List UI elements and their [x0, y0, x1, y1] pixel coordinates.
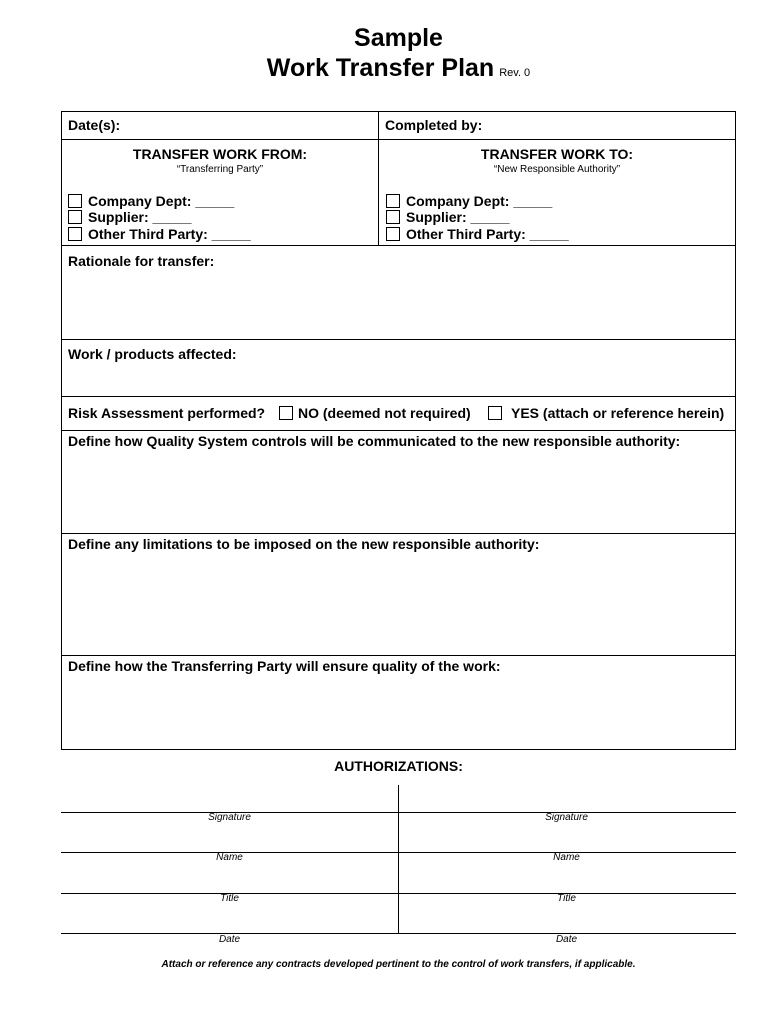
signature-label: Signature [208, 812, 251, 823]
transfer-from-heading: TRANSFER WORK FROM: [132, 146, 308, 162]
transfer-to-supplier-label: Supplier: _____ [406, 209, 510, 225]
document-subtitle: Work Transfer Plan [266, 54, 495, 82]
transfer-from-supplier-label: Supplier: _____ [88, 209, 192, 225]
signature-label: Signature [545, 812, 588, 823]
work-affected-row [62, 340, 735, 397]
transfer-to-other-party-label: Other Third Party: _____ [406, 226, 569, 242]
risk-assessment-no-checkbox[interactable] [279, 406, 293, 420]
document-subtitle-line [61, 53, 736, 88]
transfer-to-supplier-checkbox[interactable] [386, 210, 400, 224]
transfer-from-supplier-option [68, 209, 192, 225]
name-label: Name [216, 852, 243, 863]
transfer-to-subheading: “New Responsible Authority” [493, 164, 621, 175]
dates-row [62, 112, 735, 140]
dates-label: Date(s): [68, 117, 121, 133]
ensure-quality-row [62, 656, 735, 749]
authorizations-heading: AUTHORIZATIONS: [334, 758, 463, 774]
signature-block-left [61, 812, 398, 952]
transfer-to-company-dept-label: Company Dept: _____ [406, 193, 553, 209]
completed-by-label: Completed by: [385, 117, 483, 133]
risk-assessment-yes-checkbox[interactable] [488, 406, 502, 420]
risk-assessment-label: Risk Assessment performed? [68, 405, 266, 421]
title-label: Title [557, 893, 576, 904]
transfer-from-other-party-label: Other Third Party: _____ [88, 226, 251, 242]
revision-label: Rev. 0 [499, 67, 531, 79]
title-label: Title [220, 893, 239, 904]
transfer-from-company-dept-checkbox[interactable] [68, 194, 82, 208]
rationale-row [62, 246, 735, 340]
dates-cell [62, 112, 379, 139]
risk-assessment-row [62, 397, 735, 431]
rationale-label: Rationale for transfer: [68, 253, 215, 269]
transfer-to-cell [379, 140, 735, 245]
quality-controls-label: Define how Quality System controls will be communicated to the new responsible authority: [68, 433, 681, 449]
transfer-from-company-dept-option [68, 193, 234, 209]
footer-note: Attach or reference any contracts developed pertinent to the control of work transfers, if applicable. [161, 959, 636, 970]
transfer-parties-row [62, 140, 735, 246]
limitations-row [62, 534, 735, 656]
transfer-from-other-party-option [68, 226, 251, 242]
transfer-to-company-dept-checkbox[interactable] [386, 194, 400, 208]
transfer-to-other-party-checkbox[interactable] [386, 227, 400, 241]
transfer-from-company-dept-label: Company Dept: _____ [88, 193, 235, 209]
transfer-from-supplier-checkbox[interactable] [68, 210, 82, 224]
completed-by-cell [379, 112, 735, 139]
ensure-quality-label: Define how the Transferring Party will ensure quality of the work: [68, 658, 501, 674]
transfer-from-other-party-checkbox[interactable] [68, 227, 82, 241]
risk-assessment-no-label: NO (deemed not required) [298, 405, 471, 421]
work-transfer-form [61, 111, 736, 750]
date-label: Date [555, 934, 578, 945]
transfer-to-supplier-option [386, 209, 510, 225]
date-label: Date [218, 934, 241, 945]
transfer-to-company-dept-option [386, 193, 552, 209]
transfer-from-subheading: “Transferring Party” [176, 164, 264, 175]
risk-assessment-yes-label: YES (attach or reference herein) [511, 405, 725, 421]
quality-controls-row [62, 431, 735, 534]
limitations-label: Define any limitations to be imposed on the new responsible authority: [68, 536, 540, 552]
transfer-from-cell [62, 140, 379, 245]
transfer-to-other-party-option [386, 226, 569, 242]
document-header [61, 23, 736, 88]
document-title: Sample [354, 24, 443, 52]
signature-block-right [398, 812, 735, 952]
work-affected-label: Work / products affected: [68, 346, 237, 362]
name-label: Name [553, 852, 580, 863]
transfer-to-heading: TRANSFER WORK TO: [480, 146, 634, 162]
